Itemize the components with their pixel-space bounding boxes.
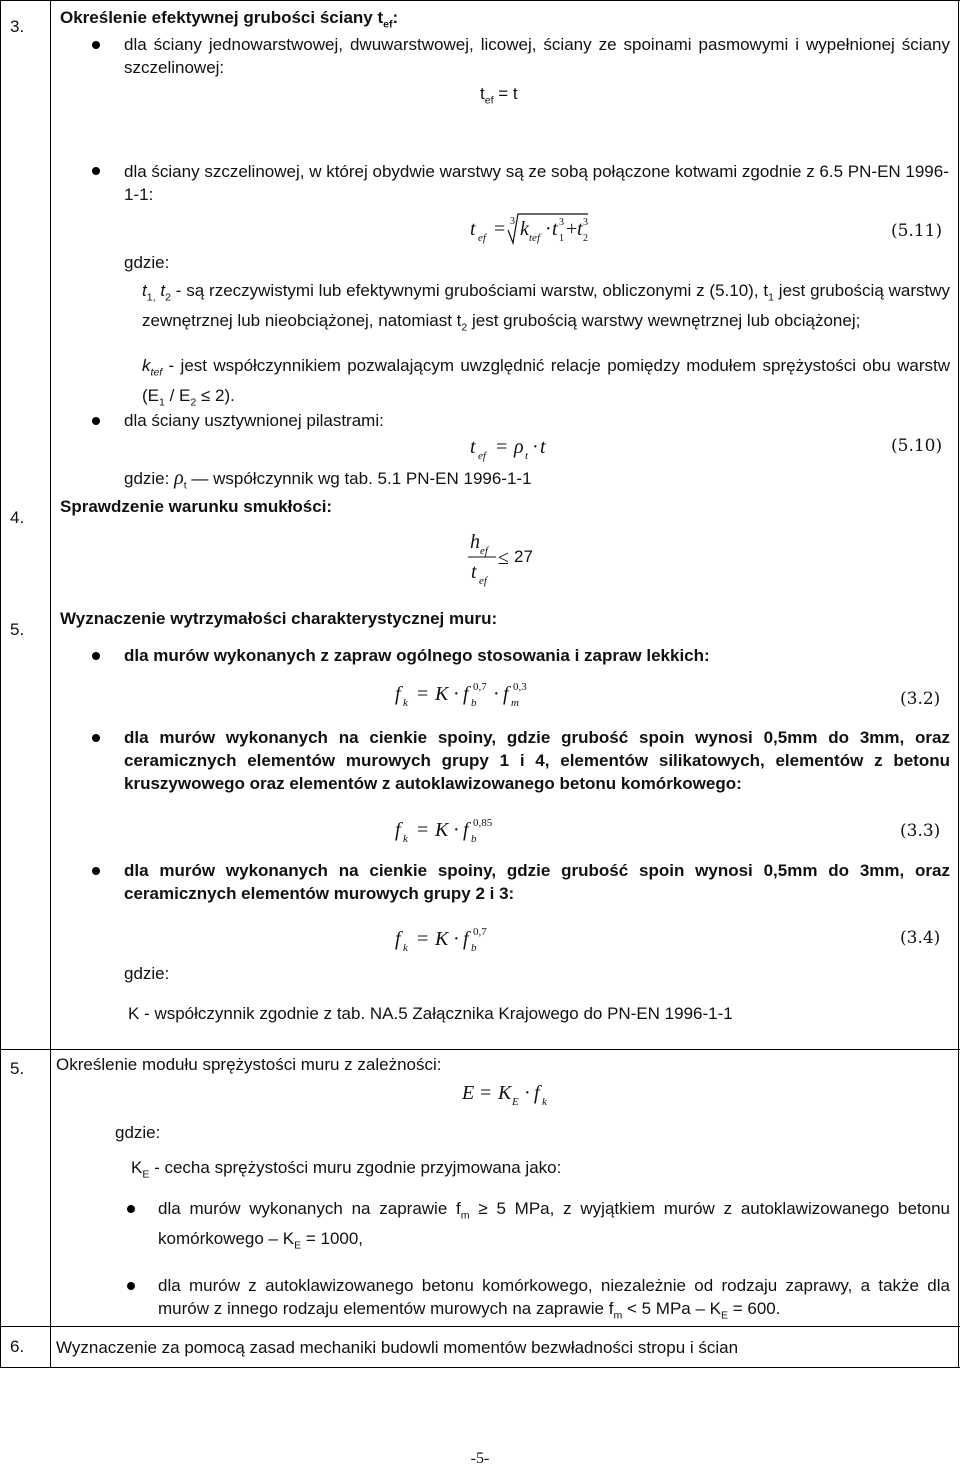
row-number-3: 3. <box>10 17 25 36</box>
svg-text:t: t <box>471 561 477 583</box>
svg-text:ρ: ρ <box>514 436 524 458</box>
section-5-heading: Wyznaczenie wytrzymałości charakterystycznej muru: <box>60 609 498 628</box>
svg-text:0,7: 0,7 <box>473 926 487 938</box>
svg-text:3: 3 <box>583 217 588 228</box>
svg-text:h: h <box>470 531 480 553</box>
svg-text:k: k <box>403 942 408 954</box>
section-3-description-ktef: $k_{tef}$ - jest współczynnikiem pozwalającym uwzględnić relacje pomiędzy modułem sprężystości obu warstw $(E_1 / E_2 \le 2)$. <box>142 356 950 409</box>
ke-description: $K_E$ - cecha sprężystości muru zgodnie przyjmowana jako: <box>131 1158 562 1181</box>
section-5-bullet-3: dla murów wykonanych na cienkie spoiny, gdzie grubość spoin wynosi 0,5mm do 3mm, oraz ceramicznych elementów murowych grupy 2 i 3: <box>124 861 950 903</box>
svg-text:t: t <box>577 218 583 240</box>
svg-text:k: k <box>520 218 529 240</box>
svg-text:·: · <box>532 436 539 458</box>
equation-5-11 <box>470 210 590 246</box>
section-3-bullet-3: dla ściany usztywnionej pilastrami: <box>124 411 384 430</box>
svg-text:K: K <box>498 1082 512 1104</box>
svg-text:·: · <box>453 928 460 950</box>
svg-text:≤: ≤ <box>498 547 509 569</box>
svg-text:·: · <box>493 683 500 705</box>
svg-text:E: E <box>512 1096 519 1108</box>
svg-text:=: = <box>480 1082 492 1104</box>
svg-text:f: f <box>395 683 401 705</box>
table-border-right <box>958 0 959 1367</box>
section-3-description-t1-t2: $t_{1,}$ $t_2$ - są rzeczywistymi lub efektywnymi grubościami warstw, obliczonymi z (5.10), $t_1$ jest grubością warstwy zewnętrznej lub nieobciążonej, natomiast $t_2$ jest grubością warstwy wewnętrznej lub obciążonej; <box>142 281 950 334</box>
bullet <box>92 652 100 660</box>
section-5-bullet-1: dla murów wykonanych z zapraw ogólnego stosowania i zapraw lekkich: <box>124 646 710 665</box>
equation-number-3-4: (3.4) <box>900 928 941 948</box>
equation-number-3-2: (3.2) <box>900 689 941 709</box>
row-number-4: 4. <box>10 508 25 527</box>
gdzie-label: gdzie: <box>115 1123 161 1142</box>
svg-text:m: m <box>511 697 519 709</box>
bullet <box>92 41 100 49</box>
equation-3-3 <box>395 812 515 848</box>
svg-text:2: 2 <box>583 233 588 244</box>
svg-text:=: = <box>496 436 508 458</box>
slenderness-limit: 27 <box>514 547 533 566</box>
equation-number-5-11: (5.11) <box>891 221 943 241</box>
svg-text:f: f <box>395 819 401 841</box>
svg-text:3: 3 <box>559 217 564 228</box>
svg-text:f: f <box>463 683 469 705</box>
equation-elastic-modulus <box>462 1075 582 1109</box>
bullet <box>127 1205 135 1213</box>
svg-text:E: E <box>462 1082 475 1104</box>
svg-text:b: b <box>471 942 477 954</box>
svg-text:tef: tef <box>529 232 540 244</box>
svg-text:·: · <box>453 683 460 705</box>
svg-text:=: = <box>417 928 429 950</box>
section-6-heading: Wyznaczenie za pomocą zasad mechaniki budowli momentów bezwładności stropu i ścian <box>56 1338 739 1357</box>
svg-text:ef: ef <box>479 575 487 587</box>
svg-text:f: f <box>395 928 401 950</box>
page-number: -5- <box>470 1450 490 1467</box>
section-5b-heading: Określenie modułu sprężystości muru z zależności: <box>56 1055 442 1074</box>
svg-text:K: K <box>435 683 449 705</box>
row-number-5: 5. <box>10 620 25 639</box>
svg-text:·: · <box>524 1082 531 1104</box>
coefficient-k-description: K - współczynnik zgodnie z tab. NA.5 Załącznika Krajowego do PN-EN 1996-1-1 <box>128 1004 733 1023</box>
bullet <box>92 417 100 425</box>
slenderness-inequality <box>468 526 548 590</box>
equation-3-2 <box>395 676 555 712</box>
column-divider <box>50 0 51 1367</box>
gdzie-label: gdzie: <box>124 964 170 983</box>
row-divider <box>0 0 960 1</box>
svg-text:t: t <box>525 450 529 462</box>
row-divider <box>0 1049 960 1050</box>
gdzie-rho-description: gdzie: $\rho_t$ — współczynnik wg tab. 5.1 PN-EN 1996-1-1 <box>124 467 532 492</box>
row-number-6: 6. <box>10 1337 25 1356</box>
svg-text:=: = <box>417 683 429 705</box>
svg-text:b: b <box>471 833 477 845</box>
equation-tef-equals-t: $t_{ef} = t$ <box>480 84 518 107</box>
bullet <box>92 734 100 742</box>
svg-text:t: t <box>470 218 476 240</box>
section-3-bullet-2: dla ściany szczelinowej, w której obydwie warstwy są ze sobą połączone kotwami zgodnie z 6.5 PN-EN 1996-1-1: <box>124 162 949 204</box>
bullet <box>92 867 100 875</box>
svg-text:0,3: 0,3 <box>513 681 527 693</box>
gdzie-label: gdzie: <box>124 253 170 272</box>
table-border-left <box>0 0 1 1367</box>
svg-text:·: · <box>453 819 460 841</box>
svg-text:k: k <box>403 833 408 845</box>
section-5-bullet-2: dla murów wykonanych na cienkie spoiny, gdzie grubość spoin wynosi 0,5mm do 3mm, oraz ceramicznych elementów murowych grupy 1 i 4, elementów silikatowych, elementów z betonu kruszywowego oraz elementów z autoklawizowanego betonu komórkowego: <box>124 728 950 793</box>
svg-text:ef: ef <box>480 545 488 557</box>
bullet <box>127 1282 135 1290</box>
svg-text:0,85: 0,85 <box>473 817 493 829</box>
equation-number-5-10: (5.10) <box>891 436 943 456</box>
section-3-heading: Określenie efektywnej grubości ściany $t_{ef}$: <box>60 8 399 31</box>
svg-text:k: k <box>403 697 408 709</box>
row-divider <box>0 1367 960 1368</box>
svg-text:b: b <box>471 697 477 709</box>
svg-text:0,7: 0,7 <box>473 681 487 693</box>
svg-text:t: t <box>552 218 558 240</box>
svg-text:3: 3 <box>510 216 515 227</box>
svg-text:+: + <box>566 218 578 240</box>
section-3-bullet-1: dla ściany jednowarstwowej, dwuwarstwowej, licowej, ściany ze spoinami pasmowymi i wypełnionej ściany szczelinowej: <box>124 35 950 77</box>
svg-text:·: · <box>545 218 552 240</box>
svg-text:K: K <box>435 819 449 841</box>
svg-text:f: f <box>463 819 469 841</box>
svg-text:f: f <box>503 683 509 705</box>
svg-text:k: k <box>542 1096 547 1108</box>
equation-number-3-3: (3.3) <box>900 821 941 841</box>
svg-text:=: = <box>494 218 506 240</box>
svg-text:=: = <box>417 819 429 841</box>
section-4-heading: Sprawdzenie warunku smukłości: <box>60 497 333 516</box>
svg-text:f: f <box>463 928 469 950</box>
svg-text:ef: ef <box>478 232 486 244</box>
row-number-5b: 5. <box>10 1059 25 1078</box>
svg-text:1: 1 <box>559 233 564 244</box>
svg-text:ef: ef <box>478 450 486 462</box>
svg-text:t: t <box>540 436 546 458</box>
section-5b-bullet-1: dla murów wykonanych na zaprawie $f_m \ge 5$ MPa, z wyjątkiem murów z autoklawizowanego betonu komórkowego – $K_E = 1000$, <box>158 1199 950 1252</box>
equation-3-4 <box>395 921 515 957</box>
equation-5-10 <box>470 430 560 464</box>
section-5b-bullet-2: dla murów z autoklawizowanego betonu komórkowego, niezależnie od rodzaju zaprawy, a także dla murów z innego rodzaju elementów murowych na zaprawie $f_m < 5$ MPa – $K_E = 600$. <box>158 1276 950 1322</box>
bullet <box>92 167 100 175</box>
svg-text:t: t <box>470 436 476 458</box>
svg-text:K: K <box>435 928 449 950</box>
svg-text:f: f <box>534 1082 540 1104</box>
